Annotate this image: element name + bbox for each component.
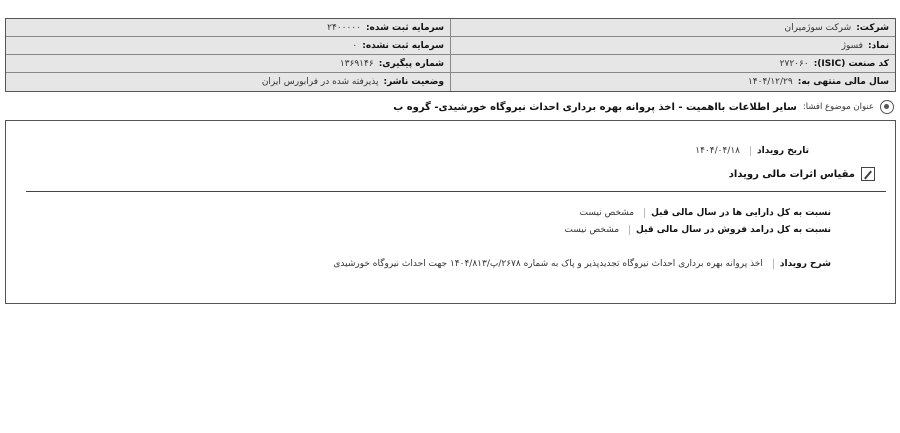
edit-note-icon	[861, 167, 875, 181]
symbol-cell	[450, 37, 895, 54]
subject-label: عنوان موضوع افشا:	[802, 102, 874, 112]
publisher-status-label: وضعیت ناشر:	[383, 77, 444, 87]
tracking-number-label: شماره پیگیری:	[378, 58, 444, 69]
symbol-value: فسوژ	[841, 40, 863, 51]
publisher-status-cell	[6, 73, 450, 91]
fiscal-year-value: ۱۴۰۴/۱۲/۲۹	[747, 77, 793, 87]
symbol-label: نماد:	[867, 40, 889, 51]
section-divider	[26, 191, 886, 192]
registered-capital-cell	[6, 19, 450, 36]
publisher-status-value: پذیرفته شده در فرابورس ایران	[261, 77, 379, 87]
unregistered-capital-label: سرمایه ثبت نشده:	[362, 40, 444, 51]
tracking-number-value: ۱۳۶۹۱۴۶	[339, 58, 374, 69]
company-label: شرکت:	[856, 22, 889, 33]
isic-cell	[450, 55, 895, 72]
ratio-value: مشخص نیست	[579, 208, 635, 218]
company-info-table	[5, 18, 896, 92]
unregistered-capital-value: ۰	[352, 40, 358, 51]
ratio-row	[564, 225, 831, 235]
isic-value: ۲۷۲۰۶۰	[779, 58, 809, 69]
section-title: مقیاس اثرات مالی رویداد	[728, 168, 855, 180]
info-row	[6, 37, 895, 55]
description-value: اخذ پروانه بهره برداری احداث نیروگاه تجدیدپذیر و پاک به شماره ۲۶۷۸/پ/۱۴۰۴/۸۱۳ جهت احداث نیروگاه خورشیدی	[333, 259, 763, 269]
isic-label: کد صنعت (ISIC):	[813, 58, 889, 69]
fiscal-year-cell	[450, 73, 895, 91]
event-date-row	[695, 146, 809, 156]
financial-effects-heading	[729, 167, 875, 181]
registered-capital-label: سرمایه ثبت شده:	[365, 22, 444, 33]
unregistered-capital-cell	[6, 37, 450, 54]
ratio-label: نسبت به کل درامد فروش در سال مالی قبل	[629, 225, 831, 235]
description-row	[333, 259, 831, 269]
company-cell	[450, 19, 895, 36]
ratio-label: نسبت به کل دارایی ها در سال مالی قبل	[644, 208, 831, 218]
company-value: شرکت سوژمیران	[784, 22, 852, 33]
ratio-row	[580, 208, 832, 218]
disclosure-panel	[5, 120, 896, 304]
event-date-value: ۱۴۰۴/۰۴/۱۸	[695, 146, 740, 156]
disclosure-subject	[5, 98, 896, 116]
subject-title: سایر اطلاعات بااهمیت - اخذ پروانه بهره برداری احداث نیروگاه خورشیدی- گروه ب	[393, 101, 797, 113]
info-row	[6, 19, 895, 37]
info-row	[6, 55, 895, 73]
registered-capital-value: ۲۴۰۰۰۰۰	[327, 22, 361, 33]
target-icon	[880, 100, 894, 114]
tracking-number-cell	[6, 55, 450, 72]
description-label: شرح رویداد	[773, 259, 831, 269]
event-date-label: تاریخ رویداد	[750, 146, 809, 156]
ratio-value: مشخص نیست	[564, 225, 620, 235]
info-row	[6, 73, 895, 91]
fiscal-year-label: سال مالی منتهی به:	[797, 77, 889, 87]
